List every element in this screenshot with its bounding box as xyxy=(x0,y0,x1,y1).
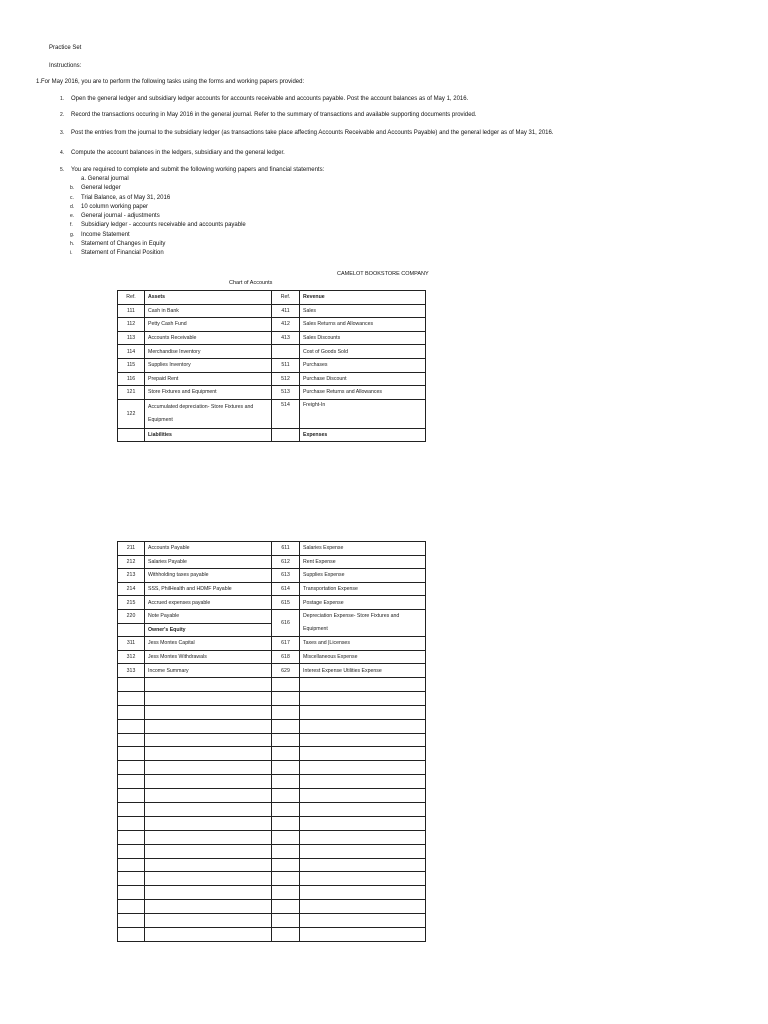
empty-cell xyxy=(118,691,145,705)
item-letter: e. xyxy=(70,213,75,220)
step-text: Open the general ledger and subsidiary ledger accounts for accounts receivable and accounts payable. Post the account balances as of May 1, 2016. xyxy=(71,96,469,102)
list-item xyxy=(70,175,246,184)
blank-row xyxy=(118,914,426,928)
blank-row xyxy=(118,677,426,691)
blank-row xyxy=(118,844,426,858)
empty-cell xyxy=(272,733,300,747)
empty-cell xyxy=(118,914,145,928)
account-ref: 311 xyxy=(118,637,145,651)
item-text: General journal - adjustments xyxy=(81,213,160,220)
empty-cell xyxy=(145,761,272,775)
account-name: Purchase Discount xyxy=(300,372,426,386)
account-ref: 514 xyxy=(272,399,300,428)
account-ref: 412 xyxy=(272,318,300,332)
table-row xyxy=(118,542,426,556)
account-name: Purchase Returns and Allowances xyxy=(300,386,426,400)
account-ref: 312 xyxy=(118,650,145,664)
item-text: General ledger xyxy=(81,185,121,192)
empty-cell xyxy=(145,677,272,691)
table-row xyxy=(118,358,426,372)
step-number: 1. xyxy=(60,96,65,102)
account-ref: 116 xyxy=(118,372,145,386)
table-header-row xyxy=(118,291,426,305)
table-row xyxy=(118,650,426,664)
account-name: Transportation Expense xyxy=(300,582,426,596)
account-name: Miscellaneous Expense xyxy=(300,650,426,664)
empty-cell xyxy=(118,872,145,886)
empty-cell xyxy=(272,900,300,914)
table-row xyxy=(118,609,426,623)
account-name: Depreciation Expense- Store Fixtures and Equipment xyxy=(300,609,426,636)
intro-text: 1.For May 2016, you are to perform the following tasks using the forms and working papers provided: xyxy=(36,79,305,85)
empty-cell xyxy=(145,733,272,747)
empty-cell xyxy=(145,886,272,900)
empty-cell xyxy=(118,677,145,691)
account-ref: 629 xyxy=(272,664,300,678)
account-name: Sales xyxy=(300,304,426,318)
empty-cell xyxy=(118,428,145,442)
instruction-step xyxy=(60,112,477,118)
assets-header: Assets xyxy=(145,291,272,305)
empty-cell xyxy=(272,705,300,719)
empty-cell xyxy=(145,900,272,914)
account-ref xyxy=(272,345,300,359)
empty-cell xyxy=(145,775,272,789)
account-name: Accounts Receivable xyxy=(145,331,272,345)
account-name: SSS, PhilHealth and HDMF Payable xyxy=(145,582,272,596)
table-row xyxy=(118,555,426,569)
empty-cell xyxy=(118,747,145,761)
expenses-header: Expenses xyxy=(300,428,426,442)
account-name: Interest Expense Utilities Expense xyxy=(300,664,426,678)
account-name: Sales Discounts xyxy=(300,331,426,345)
chart-of-accounts-table-1 xyxy=(117,290,426,442)
empty-cell xyxy=(145,914,272,928)
blank-row xyxy=(118,858,426,872)
empty-cell xyxy=(118,733,145,747)
empty-cell xyxy=(300,816,426,830)
empty-cell xyxy=(272,747,300,761)
practice-set-title: Practice Set xyxy=(49,45,82,51)
list-item xyxy=(70,184,246,193)
account-name: Salaries Expense xyxy=(300,542,426,556)
account-name: Purchases xyxy=(300,358,426,372)
list-item xyxy=(70,249,246,258)
account-ref: 214 xyxy=(118,582,145,596)
empty-cell xyxy=(272,775,300,789)
ref-header: Ref. xyxy=(272,291,300,305)
blank-row xyxy=(118,886,426,900)
empty-cell xyxy=(118,775,145,789)
instructions-label: Instructions: xyxy=(49,63,82,69)
blank-row xyxy=(118,775,426,789)
step-number: 2. xyxy=(60,112,65,118)
step-text: You are required to complete and submit the following working papers and financial statements: xyxy=(71,167,325,173)
account-name: Jess Montes Withdrawals xyxy=(145,650,272,664)
empty-cell xyxy=(300,789,426,803)
item-text: Subsidiary ledger - accounts receivable and accounts payable xyxy=(81,222,246,229)
empty-cell xyxy=(272,844,300,858)
table-row xyxy=(118,372,426,386)
item-letter: b. xyxy=(70,185,75,192)
ref-header: Ref. xyxy=(118,291,145,305)
empty-cell xyxy=(145,830,272,844)
owners-equity-header: Owner's Equity xyxy=(145,623,272,637)
empty-cell xyxy=(300,844,426,858)
empty-cell xyxy=(300,802,426,816)
account-ref: 121 xyxy=(118,386,145,400)
list-item xyxy=(70,203,246,212)
empty-cell xyxy=(300,927,426,941)
empty-cell xyxy=(118,858,145,872)
empty-cell xyxy=(300,872,426,886)
table-row xyxy=(118,345,426,359)
empty-cell xyxy=(118,623,145,637)
item-text: 10 column working paper xyxy=(81,203,149,210)
table-row xyxy=(118,304,426,318)
account-ref: 617 xyxy=(272,637,300,651)
instruction-step xyxy=(60,167,324,173)
empty-cell xyxy=(118,802,145,816)
list-item xyxy=(70,231,246,240)
table-row xyxy=(118,428,426,442)
table-row xyxy=(118,399,426,428)
empty-cell xyxy=(145,789,272,803)
step-number: 5. xyxy=(60,167,65,173)
blank-row xyxy=(118,691,426,705)
empty-cell xyxy=(118,927,145,941)
empty-cell xyxy=(118,886,145,900)
empty-cell xyxy=(118,719,145,733)
empty-cell xyxy=(272,691,300,705)
account-ref: 115 xyxy=(118,358,145,372)
account-ref: 122 xyxy=(118,399,145,428)
blank-row xyxy=(118,927,426,941)
account-name: Sales Returns and Allowances xyxy=(300,318,426,332)
account-ref: 612 xyxy=(272,555,300,569)
table-row xyxy=(118,582,426,596)
step-number: 4. xyxy=(60,150,65,156)
list-item xyxy=(70,212,246,221)
instruction-step xyxy=(60,150,285,156)
empty-cell xyxy=(145,872,272,886)
empty-cell xyxy=(118,705,145,719)
table-row xyxy=(118,637,426,651)
empty-cell xyxy=(145,816,272,830)
empty-cell xyxy=(118,900,145,914)
table-row xyxy=(118,386,426,400)
empty-cell xyxy=(145,747,272,761)
empty-cell xyxy=(145,705,272,719)
account-name: Supplies Inventory xyxy=(145,358,272,372)
empty-cell xyxy=(300,900,426,914)
blank-row xyxy=(118,830,426,844)
empty-cell xyxy=(300,830,426,844)
item-letter: c. xyxy=(70,194,74,201)
empty-cell xyxy=(118,761,145,775)
account-ref: 113 xyxy=(118,331,145,345)
blank-row xyxy=(118,802,426,816)
account-ref: 511 xyxy=(272,358,300,372)
blank-row xyxy=(118,872,426,886)
empty-cell xyxy=(145,802,272,816)
empty-cell xyxy=(272,872,300,886)
table-row xyxy=(118,569,426,583)
item-text: a. General journal xyxy=(81,176,129,182)
list-item xyxy=(70,194,246,203)
empty-cell xyxy=(300,719,426,733)
account-name: Cash in Bank xyxy=(145,304,272,318)
account-ref: 220 xyxy=(118,609,145,623)
empty-cell xyxy=(145,844,272,858)
empty-cell xyxy=(118,816,145,830)
empty-cell xyxy=(145,719,272,733)
blank-row xyxy=(118,761,426,775)
empty-cell xyxy=(272,886,300,900)
step-text: Post the entries from the journal to the subsidiary ledger (as transactions take place affecting Accounts Receivable and Accounts Payable) and the general ledger as of May 31, 2016. xyxy=(71,130,554,136)
empty-cell xyxy=(272,816,300,830)
item-text: Income Statement xyxy=(81,231,130,238)
empty-cell xyxy=(272,802,300,816)
account-name: Prepaid Rent xyxy=(145,372,272,386)
account-ref: 111 xyxy=(118,304,145,318)
empty-cell xyxy=(145,858,272,872)
account-ref: 618 xyxy=(272,650,300,664)
empty-cell xyxy=(145,691,272,705)
instruction-step xyxy=(60,130,554,136)
step-number: 3. xyxy=(60,130,65,136)
account-ref: 215 xyxy=(118,596,145,610)
empty-cell xyxy=(300,747,426,761)
item-text: Statement of Changes in Equity xyxy=(81,241,166,248)
account-name: Postage Expense xyxy=(300,596,426,610)
empty-cell xyxy=(300,677,426,691)
empty-cell xyxy=(300,705,426,719)
account-name: Freight-In xyxy=(300,399,426,428)
blank-row xyxy=(118,747,426,761)
account-name: Salaries Payable xyxy=(145,555,272,569)
account-ref: 112 xyxy=(118,318,145,332)
item-letter: h. xyxy=(70,241,75,248)
item-text: Statement of Financial Position xyxy=(81,250,164,257)
table-row xyxy=(118,664,426,678)
item-letter: g. xyxy=(70,231,75,238)
blank-row xyxy=(118,719,426,733)
blank-row xyxy=(118,900,426,914)
blank-row xyxy=(118,733,426,747)
chart-of-accounts-table-2 xyxy=(117,541,426,942)
account-ref: 213 xyxy=(118,569,145,583)
account-ref: 313 xyxy=(118,664,145,678)
account-ref: 114 xyxy=(118,345,145,359)
empty-cell xyxy=(272,830,300,844)
empty-cell xyxy=(272,761,300,775)
revenue-header: Revenue xyxy=(300,291,426,305)
empty-cell xyxy=(272,858,300,872)
account-ref: 615 xyxy=(272,596,300,610)
account-ref: 616 xyxy=(272,609,300,636)
account-ref: 614 xyxy=(272,582,300,596)
item-letter: i. xyxy=(70,250,73,257)
chart-of-accounts-title: Chart of Accounts xyxy=(229,280,273,286)
account-name: Merchandise Inventory xyxy=(145,345,272,359)
account-ref: 512 xyxy=(272,372,300,386)
account-ref: 613 xyxy=(272,569,300,583)
empty-cell xyxy=(118,830,145,844)
empty-cell xyxy=(272,677,300,691)
empty-cell xyxy=(300,775,426,789)
empty-cell xyxy=(272,789,300,803)
account-ref: 211 xyxy=(118,542,145,556)
account-name: Accrued expenses payable xyxy=(145,596,272,610)
item-text: Trial Balance, as of May 31, 2016 xyxy=(81,194,171,201)
empty-cell xyxy=(272,428,300,442)
step-text: Compute the account balances in the ledgers, subsidiary and the general ledger. xyxy=(71,150,285,156)
empty-cell xyxy=(272,927,300,941)
account-name: Taxes and |Licenses xyxy=(300,637,426,651)
step-text: Record the transactions occuring in May 2016 in the general journal. Refer to the summary of transactions and available supporting documents provided. xyxy=(71,112,477,118)
account-name: Rent Expense xyxy=(300,555,426,569)
instruction-step xyxy=(60,96,468,102)
empty-cell xyxy=(300,914,426,928)
account-ref: 413 xyxy=(272,331,300,345)
empty-cell xyxy=(300,761,426,775)
table-row xyxy=(118,318,426,332)
empty-cell xyxy=(300,858,426,872)
account-ref: 411 xyxy=(272,304,300,318)
table-row xyxy=(118,596,426,610)
list-item xyxy=(70,240,246,249)
account-ref: 513 xyxy=(272,386,300,400)
account-name: Cost of Goods Sold xyxy=(300,345,426,359)
account-name: Accounts Payable xyxy=(145,542,272,556)
empty-cell xyxy=(300,886,426,900)
account-name: Income Summary xyxy=(145,664,272,678)
item-letter: d. xyxy=(70,203,75,210)
item-letter: f. xyxy=(70,222,73,229)
table-row xyxy=(118,331,426,345)
list-item xyxy=(70,221,246,230)
account-name: Store Fixtures and Equipment xyxy=(145,386,272,400)
empty-cell xyxy=(300,733,426,747)
account-name: Note Payable xyxy=(145,609,272,623)
empty-cell xyxy=(118,789,145,803)
liabilities-header: Liabilities xyxy=(145,428,272,442)
account-name: Withholding taxes payable xyxy=(145,569,272,583)
account-name: Supplies Expense xyxy=(300,569,426,583)
empty-cell xyxy=(118,844,145,858)
account-name: Petty Cash Fund xyxy=(145,318,272,332)
account-ref: 611 xyxy=(272,542,300,556)
account-name: Accumulated depreciation- Store Fixtures and Equipment xyxy=(145,399,272,428)
empty-cell xyxy=(272,719,300,733)
account-ref: 212 xyxy=(118,555,145,569)
blank-row xyxy=(118,705,426,719)
working-papers-list xyxy=(70,175,246,259)
empty-cell xyxy=(272,914,300,928)
blank-row xyxy=(118,789,426,803)
company-name: CAMELOT BOOKSTORE COMPANY xyxy=(337,271,429,277)
blank-row xyxy=(118,816,426,830)
empty-cell xyxy=(300,691,426,705)
empty-cell xyxy=(145,927,272,941)
account-name: Jess Montes Capital xyxy=(145,637,272,651)
